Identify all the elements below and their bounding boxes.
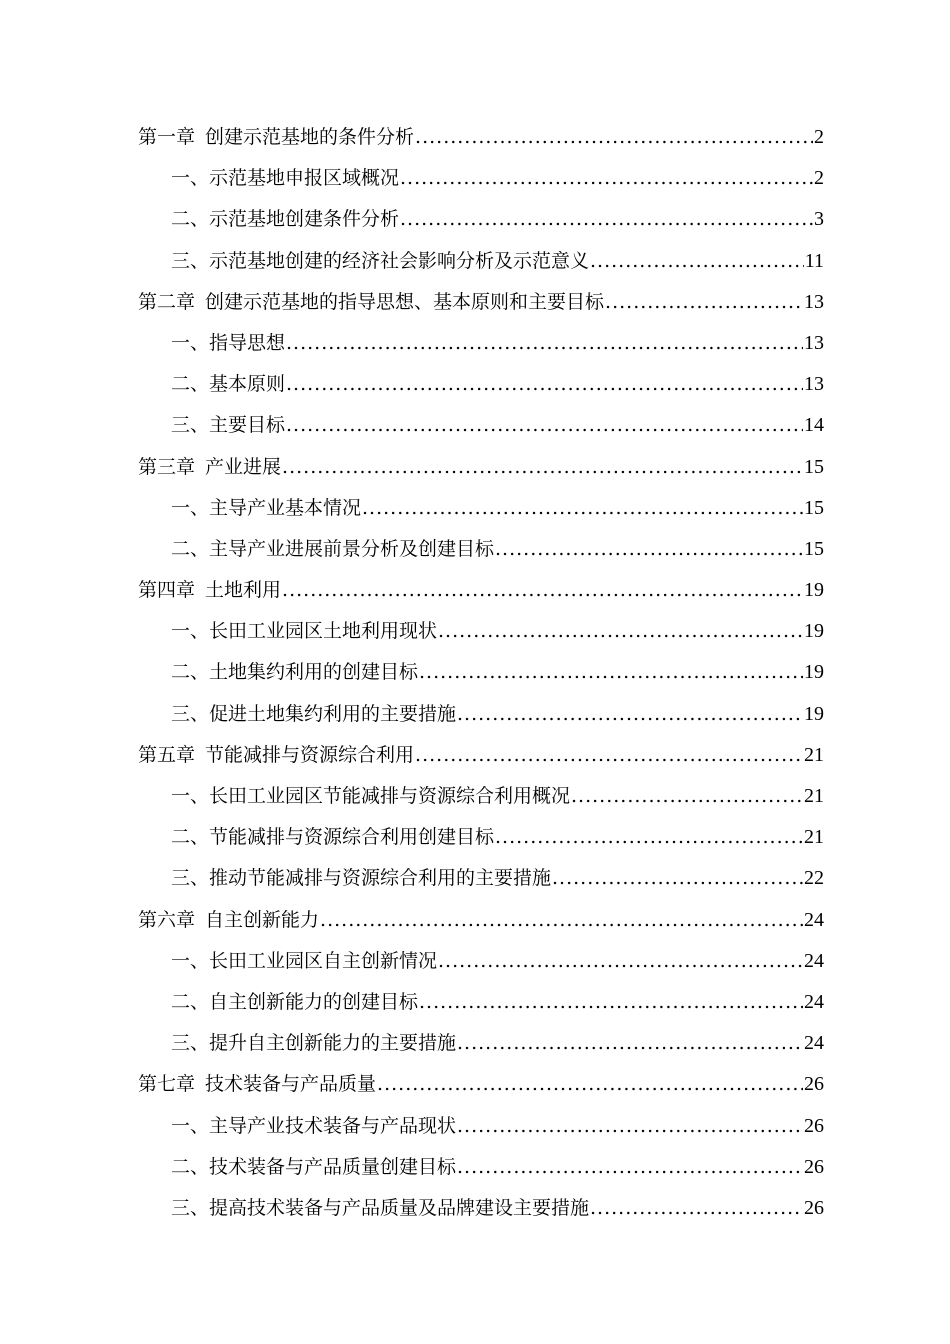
toc-entry-title: 二、基本原则 xyxy=(171,373,286,396)
toc-entry-label xyxy=(138,735,414,776)
toc-entry-label xyxy=(171,529,494,570)
toc-entry-title: 三、提高技术装备与产品质量及品牌建设主要措施 xyxy=(171,1196,590,1219)
toc-entry-label xyxy=(171,158,399,199)
toc-entry-title: 二、节能减排与资源综合利用创建目标 xyxy=(171,826,495,849)
toc-entry-label xyxy=(171,694,456,735)
toc-entry-title: 一、长田工业园区自主创新情况 xyxy=(171,949,438,972)
toc-section-entry[interactable] xyxy=(138,405,824,446)
page-number: 2 xyxy=(814,167,824,190)
page-number: 19 xyxy=(804,579,824,602)
toc-chapter-entry[interactable] xyxy=(138,735,824,776)
toc-entry-label xyxy=(171,941,437,982)
page-number: 26 xyxy=(804,1155,824,1178)
toc-entry-title: 三、示范基地创建的经济社会影响分析及示范意义 xyxy=(171,249,590,272)
toc-entry-label xyxy=(138,117,414,158)
page-number: 13 xyxy=(804,373,824,396)
dot-leader xyxy=(438,611,803,652)
toc-entry-title: 技术装备与产品质量 xyxy=(205,1073,377,1096)
dot-leader xyxy=(282,570,803,611)
toc-section-entry[interactable] xyxy=(138,488,824,529)
dot-leader xyxy=(415,735,803,776)
toc-entry-label xyxy=(171,199,399,240)
toc-entry-title: 土地利用 xyxy=(205,579,282,602)
toc-entry-label xyxy=(171,488,361,529)
dot-leader xyxy=(571,776,803,817)
page-number: 21 xyxy=(804,743,824,766)
page-number: 26 xyxy=(804,1196,824,1219)
toc-section-entry[interactable] xyxy=(138,199,824,240)
toc-section-entry[interactable] xyxy=(138,776,824,817)
toc-chapter-entry[interactable] xyxy=(138,1064,824,1105)
page-number: 13 xyxy=(804,331,824,354)
toc-section-entry[interactable] xyxy=(138,529,824,570)
toc-entry-label xyxy=(171,1147,456,1188)
toc-entry-label xyxy=(171,652,418,693)
toc-entry-title: 创建示范基地的指导思想、基本原则和主要目标 xyxy=(205,290,605,313)
page-number: 3 xyxy=(814,208,824,231)
toc-entry-title: 一、指导思想 xyxy=(171,331,286,354)
toc-section-entry[interactable] xyxy=(138,323,824,364)
dot-leader xyxy=(286,323,803,364)
dot-leader xyxy=(286,405,803,446)
page-number: 21 xyxy=(804,826,824,849)
toc-chapter-entry[interactable] xyxy=(138,447,824,488)
dot-leader xyxy=(320,900,803,941)
page-number: 13 xyxy=(804,290,824,313)
toc-entry-label xyxy=(171,364,285,405)
toc-chapter-entry[interactable] xyxy=(138,282,824,323)
toc-chapter-entry[interactable] xyxy=(138,570,824,611)
toc-entry-title: 二、自主创新能力的创建目标 xyxy=(171,990,419,1013)
table-of-contents xyxy=(138,117,824,1229)
toc-entry-title: 一、示范基地申报区域概况 xyxy=(171,167,400,190)
toc-section-entry[interactable] xyxy=(138,694,824,735)
page-number: 26 xyxy=(804,1114,824,1137)
dot-leader xyxy=(438,941,803,982)
page-number: 15 xyxy=(804,455,824,478)
chapter-number: 第四章 xyxy=(138,579,196,602)
dot-leader xyxy=(286,364,803,405)
toc-entry-title: 节能减排与资源综合利用 xyxy=(205,743,415,766)
toc-entry-title: 三、推动节能减排与资源综合利用的主要措施 xyxy=(171,867,552,890)
toc-section-entry[interactable] xyxy=(138,1147,824,1188)
page-number: 14 xyxy=(804,414,824,437)
dot-leader xyxy=(362,488,803,529)
toc-entry-title: 二、土地集约利用的创建目标 xyxy=(171,661,419,684)
page-number: 19 xyxy=(804,702,824,725)
toc-section-entry[interactable] xyxy=(138,817,824,858)
toc-entry-title: 自主创新能力 xyxy=(205,908,320,931)
toc-section-entry[interactable] xyxy=(138,652,824,693)
chapter-number: 第六章 xyxy=(138,908,196,931)
dot-leader xyxy=(457,1106,803,1147)
toc-section-entry[interactable] xyxy=(138,241,824,282)
dot-leader xyxy=(605,282,803,323)
toc-section-entry[interactable] xyxy=(138,982,824,1023)
toc-entry-title: 三、提升自主创新能力的主要措施 xyxy=(171,1032,457,1055)
toc-section-entry[interactable] xyxy=(138,611,824,652)
toc-entry-title: 产业进展 xyxy=(205,455,282,478)
chapter-number: 第五章 xyxy=(138,743,196,766)
toc-entry-title: 二、技术装备与产品质量创建目标 xyxy=(171,1155,457,1178)
toc-entry-title: 创建示范基地的条件分析 xyxy=(205,126,415,148)
toc-section-entry[interactable] xyxy=(138,1023,824,1064)
page-number: 24 xyxy=(804,1032,824,1055)
toc-entry-label xyxy=(171,323,285,364)
page-number: 19 xyxy=(804,620,824,643)
chapter-number: 第三章 xyxy=(138,455,196,478)
dot-leader xyxy=(415,117,813,158)
toc-entry-label xyxy=(171,982,418,1023)
toc-entry-title: 二、示范基地创建条件分析 xyxy=(171,208,400,231)
toc-entry-title: 三、主要目标 xyxy=(171,414,286,437)
dot-leader xyxy=(419,652,803,693)
page-number: 15 xyxy=(804,496,824,519)
toc-section-entry[interactable] xyxy=(138,158,824,199)
page-number: 24 xyxy=(804,990,824,1013)
toc-entry-title: 一、主导产业技术装备与产品现状 xyxy=(171,1114,457,1137)
dot-leader xyxy=(495,529,803,570)
dot-leader xyxy=(495,817,803,858)
toc-entry-title: 一、长田工业园区土地利用现状 xyxy=(171,620,438,643)
dot-leader xyxy=(457,1023,803,1064)
toc-entry-label xyxy=(171,817,494,858)
toc-entry-label xyxy=(138,282,604,323)
toc-entry-title: 二、主导产业进展前景分析及创建目标 xyxy=(171,537,495,560)
page-number: 26 xyxy=(804,1073,824,1096)
page-number: 24 xyxy=(804,949,824,972)
toc-section-entry[interactable] xyxy=(138,858,824,899)
toc-section-entry[interactable] xyxy=(138,364,824,405)
toc-entry-label xyxy=(138,447,281,488)
chapter-number: 第二章 xyxy=(138,290,196,313)
toc-section-entry[interactable] xyxy=(138,1106,824,1147)
toc-chapter-entry[interactable] xyxy=(138,900,824,941)
toc-entry-label xyxy=(138,1064,376,1105)
toc-section-entry[interactable] xyxy=(138,1188,824,1229)
page-number: 19 xyxy=(804,661,824,684)
dot-leader xyxy=(590,241,804,282)
toc-section-entry[interactable] xyxy=(138,941,824,982)
toc-entry-label xyxy=(171,776,570,817)
toc-entry-label xyxy=(171,405,285,446)
page-number: 22 xyxy=(804,867,824,890)
toc-entry-label xyxy=(171,858,551,899)
toc-entry-label xyxy=(138,900,319,941)
chapter-number: 第一章 xyxy=(138,126,196,148)
toc-entry-title: 三、促进土地集约利用的主要措施 xyxy=(171,702,457,725)
toc-entry-title: 一、长田工业园区节能减排与资源综合利用概况 xyxy=(171,785,571,807)
toc-chapter-entry[interactable] xyxy=(138,117,824,158)
toc-entry-label xyxy=(171,1023,456,1064)
toc-entry-label xyxy=(171,611,437,652)
chapter-number: 第七章 xyxy=(138,1073,196,1096)
dot-leader xyxy=(377,1064,803,1105)
toc-entry-label xyxy=(171,1106,456,1147)
dot-leader xyxy=(457,694,803,735)
dot-leader xyxy=(400,199,813,240)
page-number: 11 xyxy=(804,249,824,272)
dot-leader xyxy=(282,447,803,488)
dot-leader xyxy=(457,1147,803,1188)
page-number: 21 xyxy=(804,785,824,807)
page-number: 24 xyxy=(804,908,824,931)
toc-entry-title: 一、主导产业基本情况 xyxy=(171,496,362,519)
toc-entry-label xyxy=(171,1188,589,1229)
page-number: 15 xyxy=(804,537,824,560)
dot-leader xyxy=(419,982,803,1023)
toc-entry-label xyxy=(138,570,281,611)
dot-leader xyxy=(590,1188,803,1229)
toc-entry-label xyxy=(171,241,589,282)
dot-leader xyxy=(400,158,813,199)
dot-leader xyxy=(552,858,803,899)
page-number: 2 xyxy=(814,126,824,148)
